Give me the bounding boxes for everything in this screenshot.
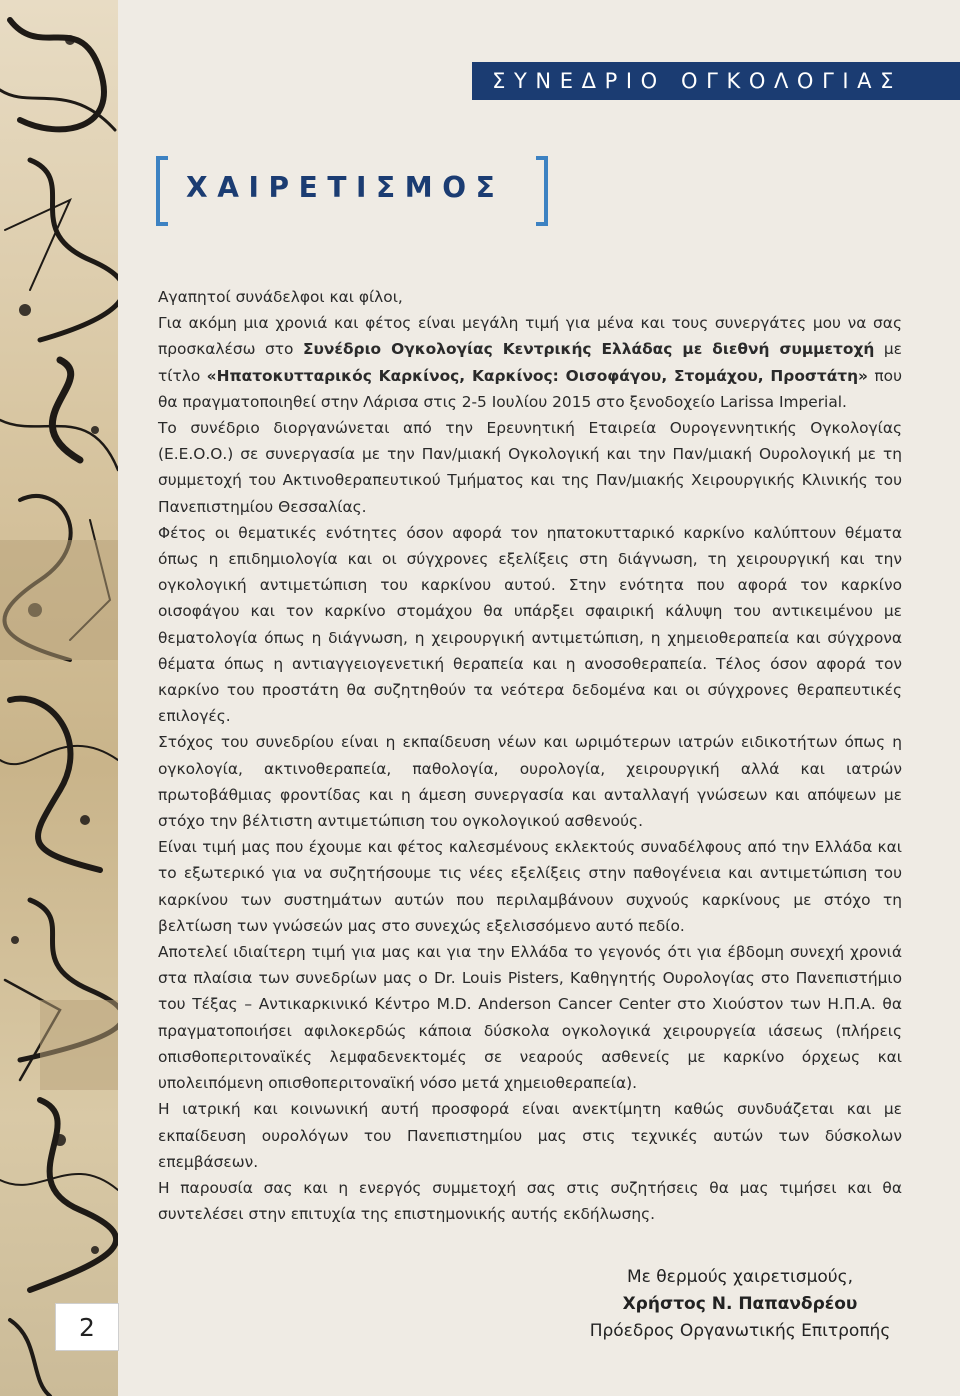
right-bracket-icon (536, 156, 548, 226)
salutation: Αγαπητοί συνάδελφοι και φίλοι, (158, 288, 403, 306)
page-title: ΧΑΙΡΕΤΙΣΜΟΣ (186, 171, 505, 204)
page-number: 2 (79, 1312, 95, 1342)
signature-block (580, 1264, 900, 1345)
paragraph-guests: Είναι τιμή μας που έχουμε και φέτος καλεσμένους εκλεκτούς συναδέλφους από την Ελλάδα και το εξωτερικό για να συζητήσουμε τις νέες εξελίξεις στην παθογένεια και αντιμετώπιση του καρκίνου των συστημάτων αυτών που περιλαμβάνουν συχνούς καρκίνους με στόχο τη βελτίωση των γνώσεών μας στο συνεχώς εξελισσόμενο αυτό πεδίο. (158, 838, 902, 935)
signatory-name: Χρήστος Ν. Παπανδρέου (622, 1294, 858, 1314)
invitation-text-start: Για ακόμη μια χρονιά και φέτος είναι μεγάλη τιμή για μένα και τους συνεργάτες μου να σας προσκαλέσω στο (158, 314, 902, 359)
event-name: Συνέδριο Ογκολογίας Κεντρικής Ελλάδας με διεθνή συμμετοχή (303, 340, 875, 359)
letter-body (158, 284, 902, 1227)
paragraph-closing: Η παρουσία σας και η ενεργός συμμετοχή σας στις συζητήσεις θα μας τιμήσει και θα συντελέσει στην επιτυχία της επιστημονικής αυτής εκδήλωσης. (158, 1178, 902, 1224)
decorative-artwork-strip (0, 0, 118, 1396)
paragraph-topics: Φέτος οι θεματικές ενότητες όσον αφορά τον ηπατοκυτταρικό καρκίνο καλύπτουν θέματα όπως η επιδημιολογία και οι σύγχρονες εξελίξεις στη διάγνωση, τη χειρουργική και την ογκολογική αντιμετώπιση του καρκίνου αυτού. Στην ενότητα που αφορά τον καρκίνο οισοφάγου και τον καρκίνο στομάχου θα υπάρξει σφαιρική κάλυψη του αντικειμένου με θεματολογία όπως η διάγνωση, η χειρουργική αντιμετώπιση, η χημειοθεραπεία και σύγχρονα θέματα όπως η αντιαγγειογενετική θεραπεία και η ανοσοθεραπεία. Τέλος όσον αφορά τον καρκίνο του προστάτη θα συζητηθούν τα νεότερα δεδομένα και οι σύγχρονες θεραπευτικές επιλογές. (158, 523, 902, 726)
conference-banner-text: ΣΥΝΕΔΡΙΟ ΟΓΚΟΛΟΓΙΑΣ (492, 69, 902, 93)
event-topic: «Ηπατοκυτταρικός Καρκίνος, Καρκίνος: Οισοφάγου, Στομάχου, Προστάτη» (206, 366, 868, 385)
left-bracket-icon (156, 156, 168, 226)
conference-banner (472, 62, 960, 100)
closing-greeting: Με θερμούς χαιρετισμούς, (626, 1267, 854, 1287)
invitation-text-mid: με τίτλο (158, 340, 902, 385)
abstract-ink-artwork-icon (0, 0, 118, 1396)
page-number-box (55, 1303, 119, 1351)
paragraph-organizers: Το συνέδριο διοργανώνεται από την Ερευνητική Εταιρεία Ουρογεννητικής Ογκολογίας (Ε.Ε.Ο.Ο.) σε συνεργασία με την Παν/μιακή Ογκολογική και την Παν/μιακή Ουρολογική με τη συμμετοχή του Ακτινοθεραπευτικού Τμήματος και της Παν/μιακής Χειρουργικής Κλινικής του Πανεπιστημίου Θεσσαλίας. (158, 419, 902, 516)
paragraph-offering: Η ιατρική και κοινωνική αυτή προσφορά είναι ανεκτίμητη καθώς συνδυάζεται και με εκπαίδευση ουρολόγων του Πανεπιστημίου μας στις τεχνικές αυτών των δύσκολων επεμβάσεων. (158, 1100, 902, 1171)
paragraph-invitation (158, 310, 902, 415)
signatory-role: Πρόεδρος Οργανωτικής Επιτροπής (589, 1321, 891, 1341)
invitation-text-end: που θα πραγματοποιηθεί στην Λάρισα στις 2-5 Ιουλίου 2015 στο ξενοδοχείο Larissa Imperial. (158, 366, 902, 411)
page-title-block (156, 156, 548, 228)
paragraph-honor: Αποτελεί ιδιαίτερη τιμή για μας και για την Ελλάδα το γεγονός ότι για έβδομη συνεχή χρονιά στα πλαίσια των συνεδρίων μας ο Dr. Louis Pisters, Καθηγητής Ουρολογίας στο Πανεπιστήμιο του Τέξας – Αντικαρκινικό Κέντρο M.D. Anderson Cancer Center στο Χιούστον των Η.Π.Α. θα πραγματοποιήσει αφιλοκερδώς κάποια δύσκολα ογκολογικά χειρουργεία ιάσεως (πλήρεις οπισθοπεριτοναϊκές λεμφαδενεκτομές σε νεαρούς ασθενείς με καρκίνο όρχεως και υπολειπόμενη οπισθοπεριτοναϊκή νόσο μετά χημειοθεραπεία). (158, 943, 902, 1093)
paragraph-goal: Στόχος του συνεδρίου είναι η εκπαίδευση νέων και ωριμότερων ιατρών ειδικοτήτων όπως η ογκολογία, ακτινοθεραπεία, παθολογία, ουρολογία, χειρουργική αλλά και ιατρών πρωτοβάθμιας φροντίδας και η άμεση συνεργασία και ανταλλαγή γνώσεων και απόψεων με στόχο την βέλτιστη αντιμετώπιση του ογκολογικού ασθενούς. (158, 733, 902, 831)
